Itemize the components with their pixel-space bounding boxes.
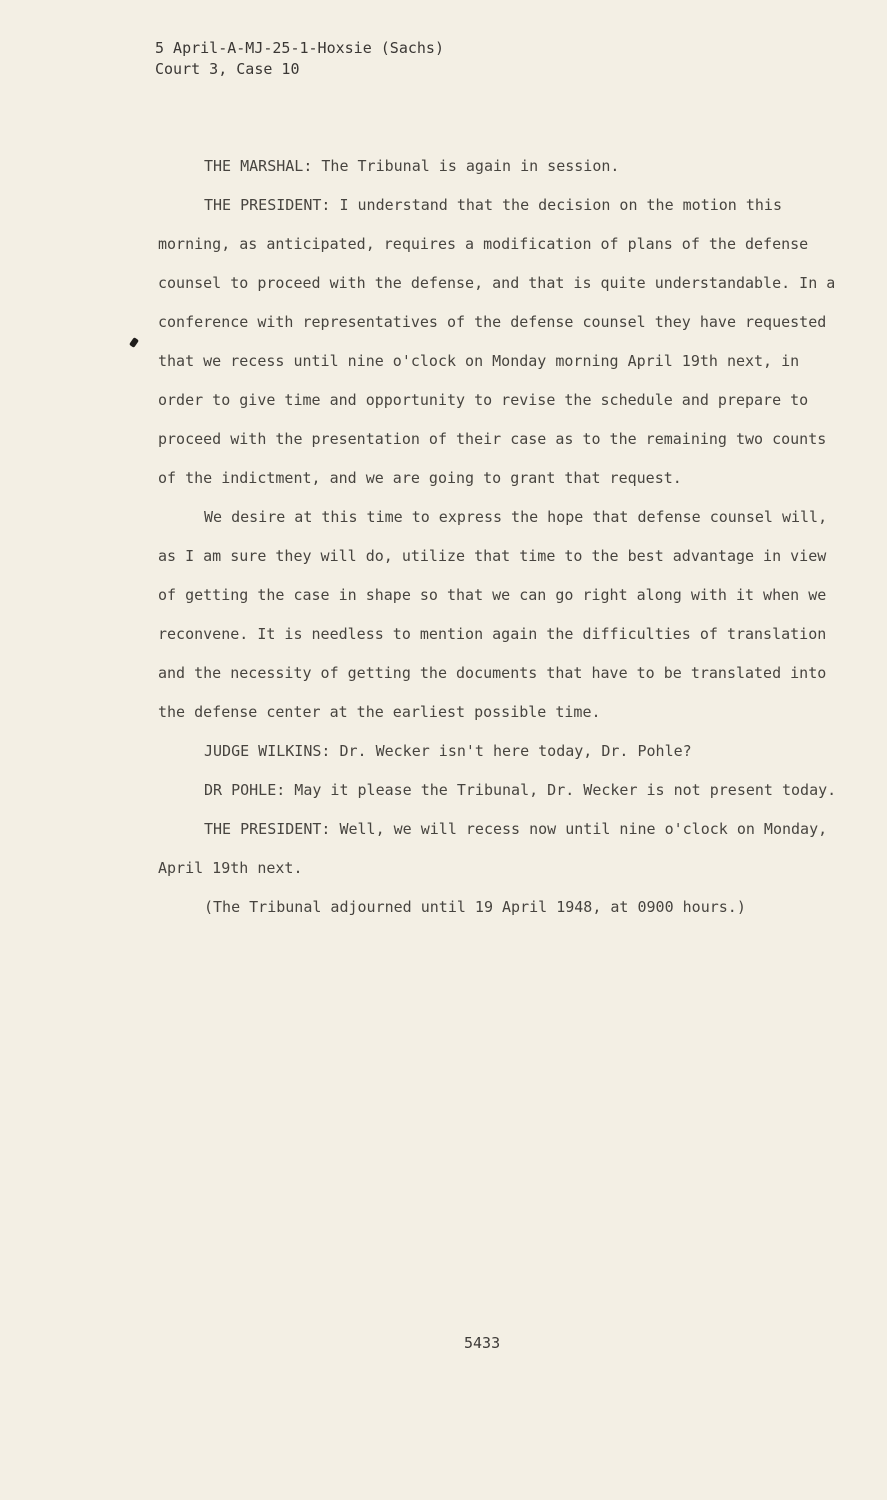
paragraph-president-3 [158,810,848,888]
paragraph-marshal [158,147,848,186]
speaker-label: THE MARSHAL: [204,157,313,175]
paragraph-text: The Tribunal is again in session. [312,157,620,175]
paragraph-text: I understand that the decision on the motion this morning, as anticipated, requires a modification of plans of the defense counsel to proceed with the defense, and that is quite understandable. In a conference with representatives of the defense counsel they have requested that we recess until nine o'clock on Monday morning April 19th next, in order to give time and opportunity to revise the schedule and prepare to proceed with the presentation of their case as to the remaining two counts of the indictment, and we are going to grant that request. [158,196,836,487]
paragraph-president-2 [158,498,848,732]
ink-mark [129,337,139,348]
paragraph-text: May it please the Tribunal, Dr. Wecker is not present today. [285,781,837,799]
page-number: 5433 [464,1334,501,1352]
paragraph-text: (The Tribunal adjourned until 19 April 1948, at 0900 hours.) [204,898,746,916]
speaker-label: DR POHLE: [204,781,286,799]
header-line-2: Court 3, Case 10 [155,60,300,78]
paragraph-text: We desire at this time to express the hope that defense counsel will, as I am sure they will do, utilize that time to the best advantage in view of getting the case in shape so that we can go right along with it when we reconvene. It is needless to mention again the difficulties of translation and the necessity of getting the documents that have to be translated into the defense center at the earliest possible time. [158,508,828,721]
paragraph-dr-pohle [158,771,848,810]
paragraph-judge-wilkins [158,732,848,771]
paragraph-adjournment [158,888,848,927]
speaker-label: THE PRESIDENT: [204,820,331,838]
document-header [155,38,444,80]
header-line-1: 5 April-A-MJ-25-1-Hoxsie (Sachs) [155,39,444,57]
speaker-label: THE PRESIDENT: [204,196,331,214]
paragraph-text: Dr. Wecker isn't here today, Dr. Pohle? [330,742,692,760]
speaker-label: JUDGE WILKINS: [204,742,331,760]
paragraph-text: Well, we will recess now until nine o'clock on Monday, April 19th next. [158,820,828,877]
transcript-body [158,147,848,927]
paragraph-president-1 [158,186,848,498]
